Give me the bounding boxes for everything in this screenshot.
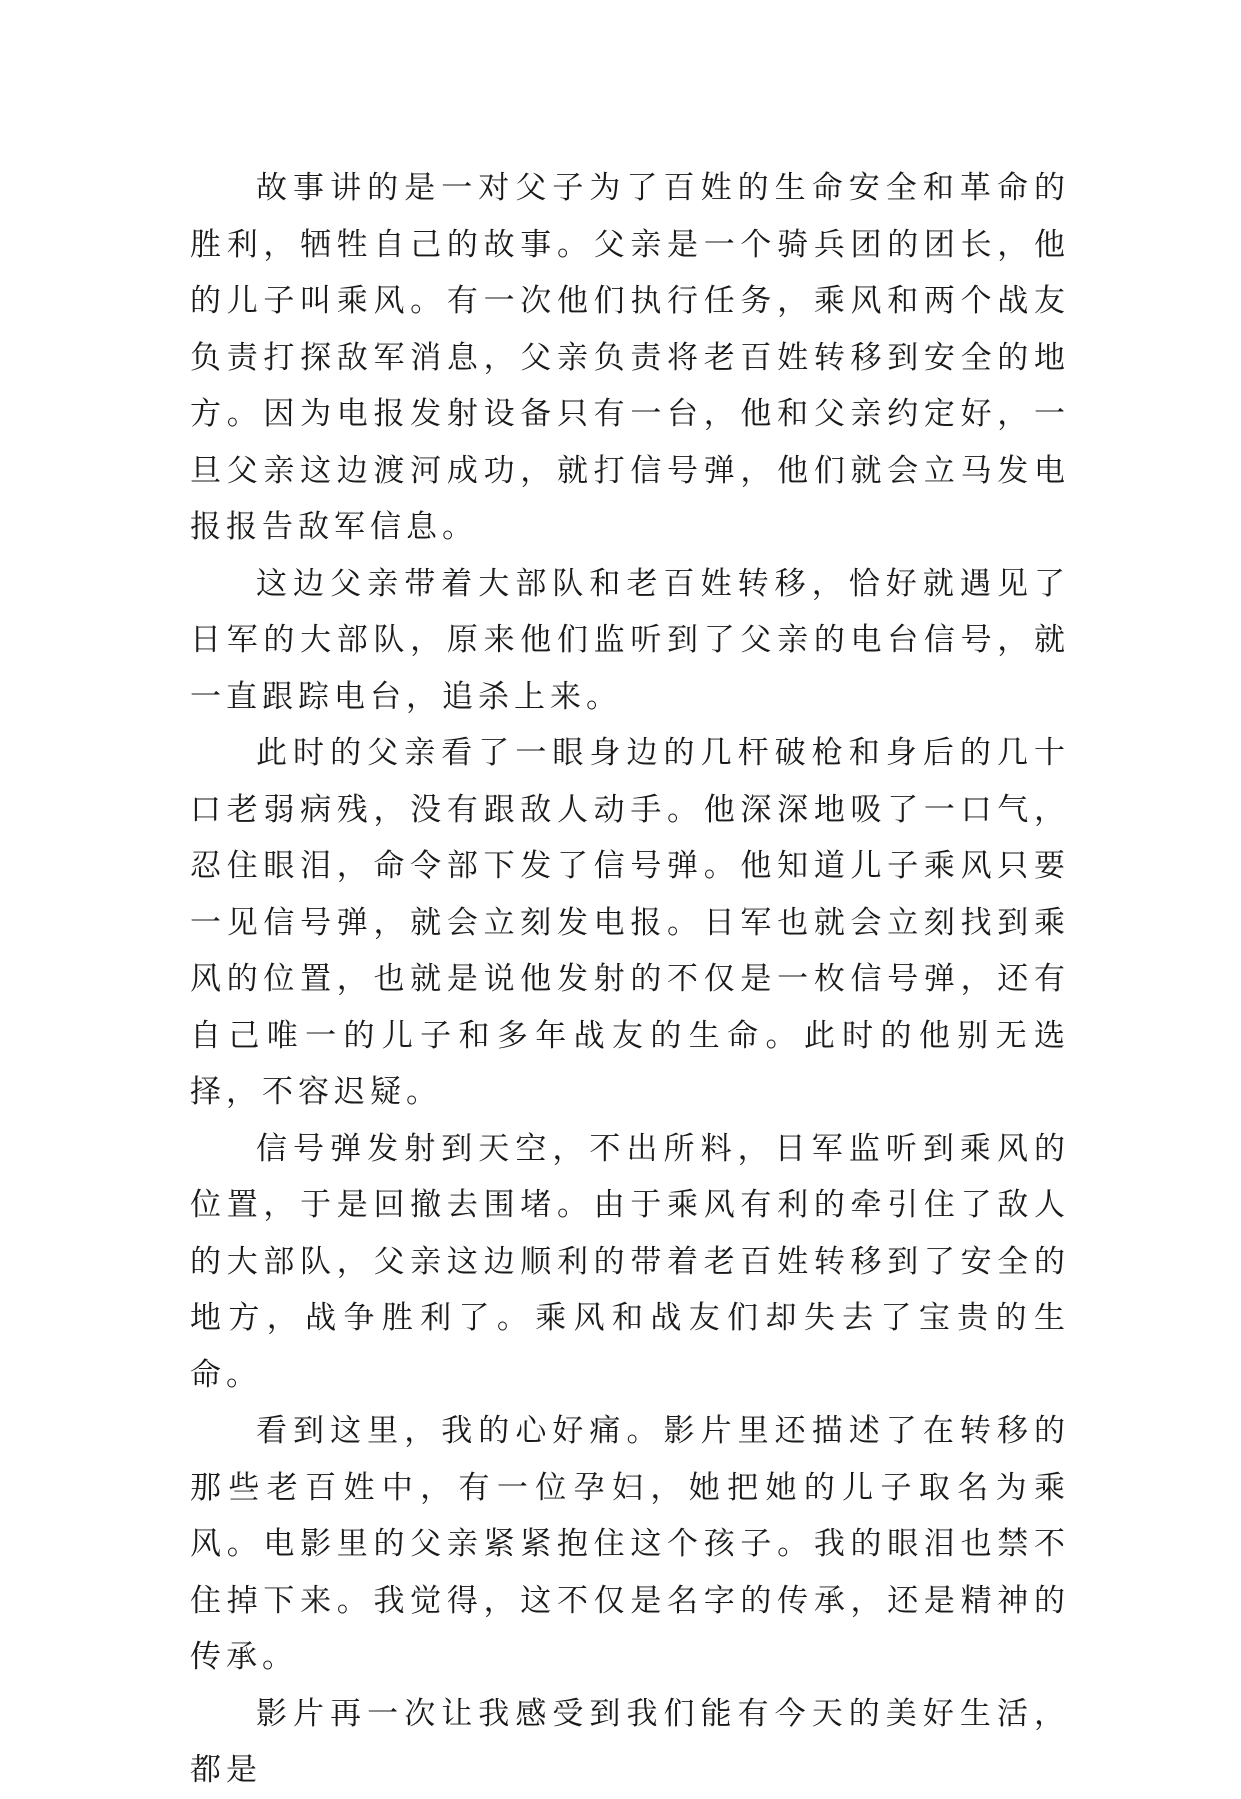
paragraph-6: 影片再一次让我感受到我们能有今天的美好生活，都是 — [190, 1695, 1070, 1788]
paragraph-4: 信号弹发射到天空，不出所料，日军监听到乘风的位置，于是回撤去围堵。由于乘风有利的牵引住了敌人的大部队，父亲这边顺利的带着老百姓转移到了安全的地方，战争胜利了。乘风和战友们却失去了宝贵的生命。 — [190, 1130, 1070, 1393]
document-body — [190, 160, 1070, 1799]
paragraph-3: 此时的父亲看了一眼身边的几杆破枪和身后的几十口老弱病残，没有跟敌人动手。他深深地吸了一口气，忍住眼泪，命令部下发了信号弹。他知道儿子乘风只要一见信号弹，就会立刻发电报。日军也就会立刻找到乘风的位置，也就是说他发射的不仅是一枚信号弹，还有自己唯一的儿子和多年战友的生命。此时的他别无选择，不容迟疑。 — [190, 735, 1070, 1110]
paragraph-2: 这边父亲带着大部队和老百姓转移，恰好就遇见了日军的大部队，原来他们监听到了父亲的电台信号，就一直跟踪电台，追杀上来。 — [190, 565, 1070, 715]
paragraph-1: 故事讲的是一对父子为了百姓的生命安全和革命的胜利，牺牲自己的故事。父亲是一个骑兵团的团长，他的儿子叫乘风。有一次他们执行任务，乘风和两个战友负责打探敌军消息，父亲负责将老百姓转移到安全的地方。因为电报发射设备只有一台，他和父亲约定好，一旦父亲这边渡河成功，就打信号弹，他们就会立马发电报报告敌军信息。 — [190, 170, 1070, 545]
paragraph-5: 看到这里，我的心好痛。影片里还描述了在转移的那些老百姓中，有一位孕妇，她把她的儿子取名为乘风。电影里的父亲紧紧抱住这个孩子。我的眼泪也禁不住掉下来。我觉得，这不仅是名字的传承，还是精神的传承。 — [190, 1413, 1070, 1675]
